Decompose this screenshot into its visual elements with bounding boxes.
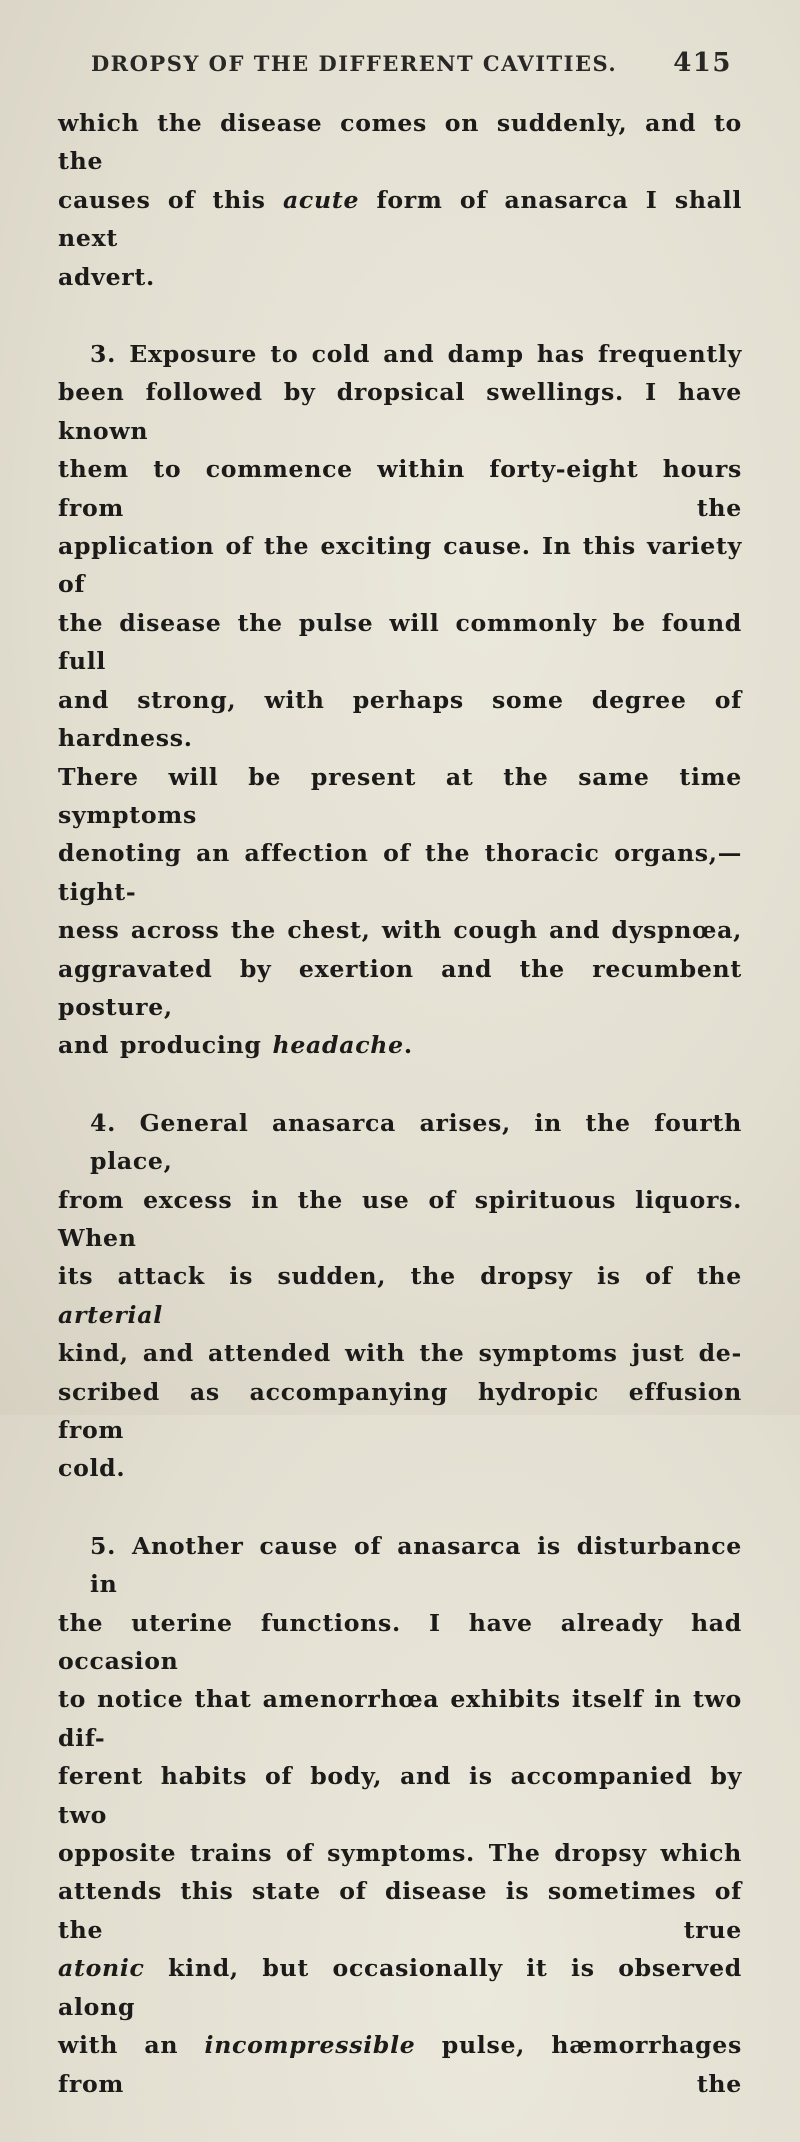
text-line: causes of this acute form of anasarca I shall next	[58, 185, 742, 253]
text-line: to notice that amenorrhœa exhibits itself in two dif-	[58, 1685, 742, 1752]
book-page	[58, 48, 742, 2142]
paragraph-uterine-functions	[58, 1527, 742, 2103]
text-line: from excess in the use of spirituous liquors. When	[58, 1185, 742, 1252]
text-line: its attack is sudden, the dropsy is of the arterial	[58, 1262, 742, 1329]
text-line: the uterine functions. I have already had occasion	[58, 1608, 742, 1676]
paragraph-spirituous-liquors	[58, 1104, 742, 1488]
page-number: 415	[673, 48, 732, 78]
text-line: cold.	[58, 1454, 126, 1483]
text-line: aggravated by exertion and the recumbent posture,	[58, 954, 742, 1021]
text-line: which the disease comes on suddenly, and to the	[58, 109, 742, 176]
text-line: the disease the pulse will commonly be found full	[58, 608, 742, 676]
text-line: 5. Another cause of anasarca is disturbance in	[90, 1531, 742, 1599]
text-line: attends this state of disease is sometimes of the true	[58, 1877, 742, 1944]
text-line: There will be present at the same time symptoms	[58, 762, 742, 829]
paragraph-continued	[58, 104, 742, 296]
text-line: atonic kind, but occasionally it is observed along	[58, 1954, 742, 2021]
text-line: scribed as accompanying hydropic effusion from	[58, 1377, 742, 1444]
text-line: ferent habits of body, and is accompanied by two	[58, 1762, 742, 1829]
text-line: been followed by dropsical swellings. I have known	[58, 378, 742, 445]
text-line: application of the exciting cause. In this variety of	[58, 532, 742, 599]
text-line: with an incompressible pulse, hæmorrhages from the	[58, 2031, 743, 2098]
body-text	[58, 104, 742, 2103]
text-line: denoting an affection of the thoracic organs,—tight-	[58, 839, 742, 906]
text-line: 4. General anasarca arises, in the fourth place,	[90, 1108, 742, 1176]
text-line: and strong, with perhaps some degree of hardness.	[58, 685, 742, 753]
running-title: DROPSY OF THE DIFFERENT CAVITIES.	[90, 51, 618, 76]
paragraph-exposure	[58, 335, 742, 1065]
text-line: opposite trains of symptoms. The dropsy which	[58, 1839, 742, 1868]
text-line: 3. Exposure to cold and damp has frequently	[90, 340, 742, 369]
text-line: them to commence within forty-eight hours from the	[58, 455, 742, 522]
text-line: and producing headache.	[58, 1031, 413, 1060]
text-line: kind, and attended with the symptoms just de-	[58, 1339, 742, 1368]
running-head	[58, 48, 742, 90]
text-line: advert.	[58, 262, 155, 291]
text-line: ness across the chest, with cough and dyspnœa,	[58, 916, 742, 945]
